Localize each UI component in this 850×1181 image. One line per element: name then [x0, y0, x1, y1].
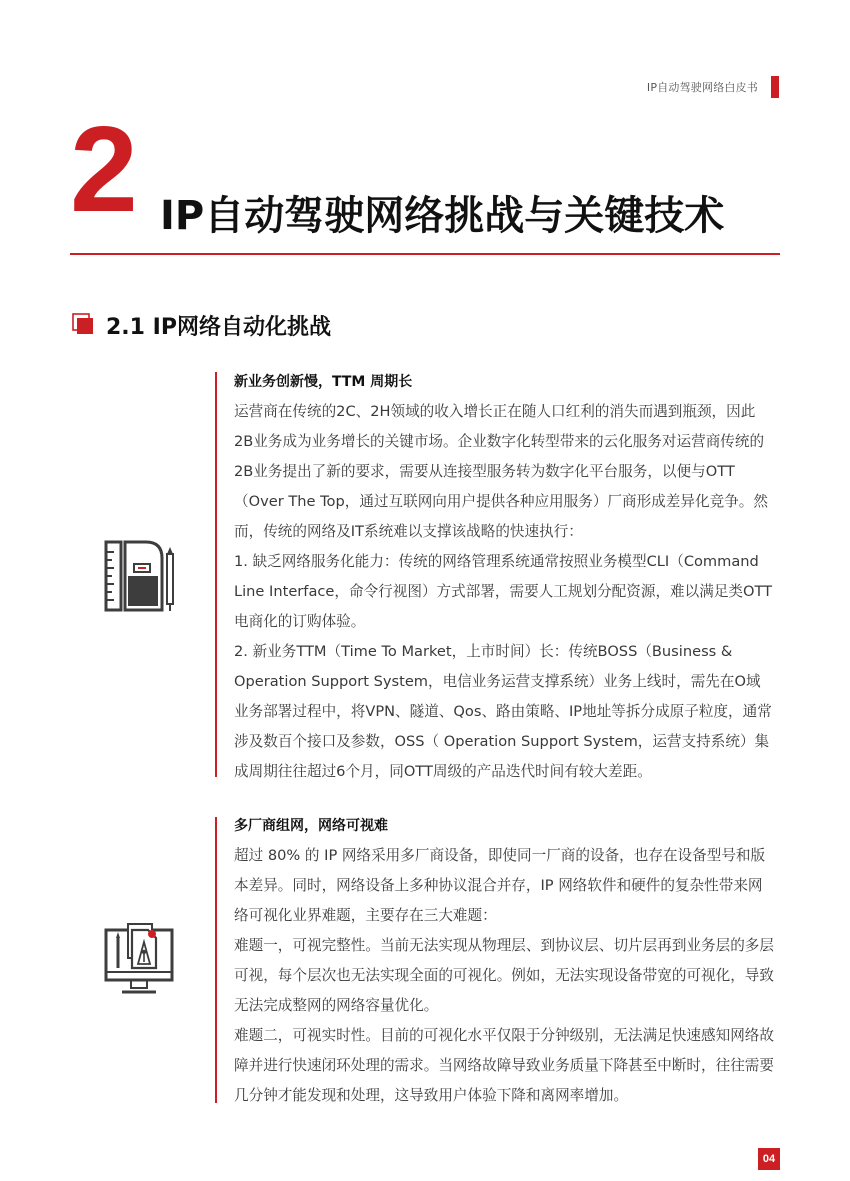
block-1-heading: 新业务创新慢，TTM 周期长	[234, 374, 413, 390]
chapter-divider	[70, 253, 780, 255]
block-1-paragraph-2: 1. 缺乏网络服务化能力：传统的网络管理系统通常按照业务模型CLI（Command Line Interface，命令行视图）方式部署，需要人工规划分配资源，难以满足类OTT电商化的订购体验。	[234, 553, 773, 630]
block-1-accent-line	[215, 372, 217, 777]
block-1-text	[234, 367, 774, 787]
notebook-pencil-icon	[104, 538, 176, 614]
section-title: 2.1 IP网络自动化挑战	[106, 315, 331, 340]
running-header: IP自动驾驶网络白皮书	[646, 81, 758, 94]
page-number: 04	[758, 1148, 780, 1170]
block-2-paragraph-1: 超过 80% 的 IP 网络采用多厂商设备，即使同一厂商的设备，也存在设备型号和版本差异。同时，网络设备上多种协议混合并存，IP 网络软件和硬件的复杂性带来网络可视化业界难题，主要存在三大难题：	[234, 847, 766, 924]
chapter-title: IP自动驾驶网络挑战与关键技术	[160, 193, 725, 239]
block-2-text	[234, 811, 774, 1111]
header-accent-bar	[771, 76, 779, 98]
monitor-documents-icon	[104, 920, 176, 996]
block-1-paragraph-1: 运营商在传统的2C、2H领域的收入增长正在随人口红利的消失而遇到瓶颈，因此2B业务成为业务增长的关键市场。企业数字化转型带来的云化服务对运营商传统的2B业务提出了新的要求，需要从连接型服务转为数字化平台服务，以便与OTT（Over The Top，通过互联网向用户提供各种应用服务）厂商形成差异化竞争。然而，传统的网络及IT系统难以支撑该战略的快速执行：	[234, 403, 768, 540]
chapter-number: 2	[70, 101, 138, 237]
block-1-paragraph-3: 2. 新业务TTM（Time To Market，上市时间）长：传统BOSS（Business & Operation Support System，电信业务运营支撑系统）业务上线时，需先在O域业务部署过程中，将VPN、隧道、Qos、路由策略、IP地址等拆分成原子粒度，通常涉及数百个接口及参数，OSS（ Operation Support System，运营支持系统）集成周期往往超过6个月，同OTT周级的产品迭代时间有较大差距。	[234, 643, 772, 780]
block-2-paragraph-2: 难题一，可视完整性。当前无法实现从物理层、到协议层、切片层再到业务层的多层可视，每个层次也无法实现全面的可视化。例如，无法实现设备带宽的可视化，导致无法完成整网的网络容量优化。	[234, 937, 774, 1014]
block-2-accent-line	[215, 817, 217, 1103]
section-square-icon	[72, 313, 94, 335]
block-2-paragraph-3: 难题二，可视实时性。目前的可视化水平仅限于分钟级别，无法满足快速感知网络故障并进行快速闭环处理的需求。当网络故障导致业务质量下降甚至中断时，往往需要几分钟才能发现和处理，这导致用户体验下降和离网率增加。	[234, 1027, 774, 1104]
block-2-heading: 多厂商组网，网络可视难	[234, 818, 388, 834]
